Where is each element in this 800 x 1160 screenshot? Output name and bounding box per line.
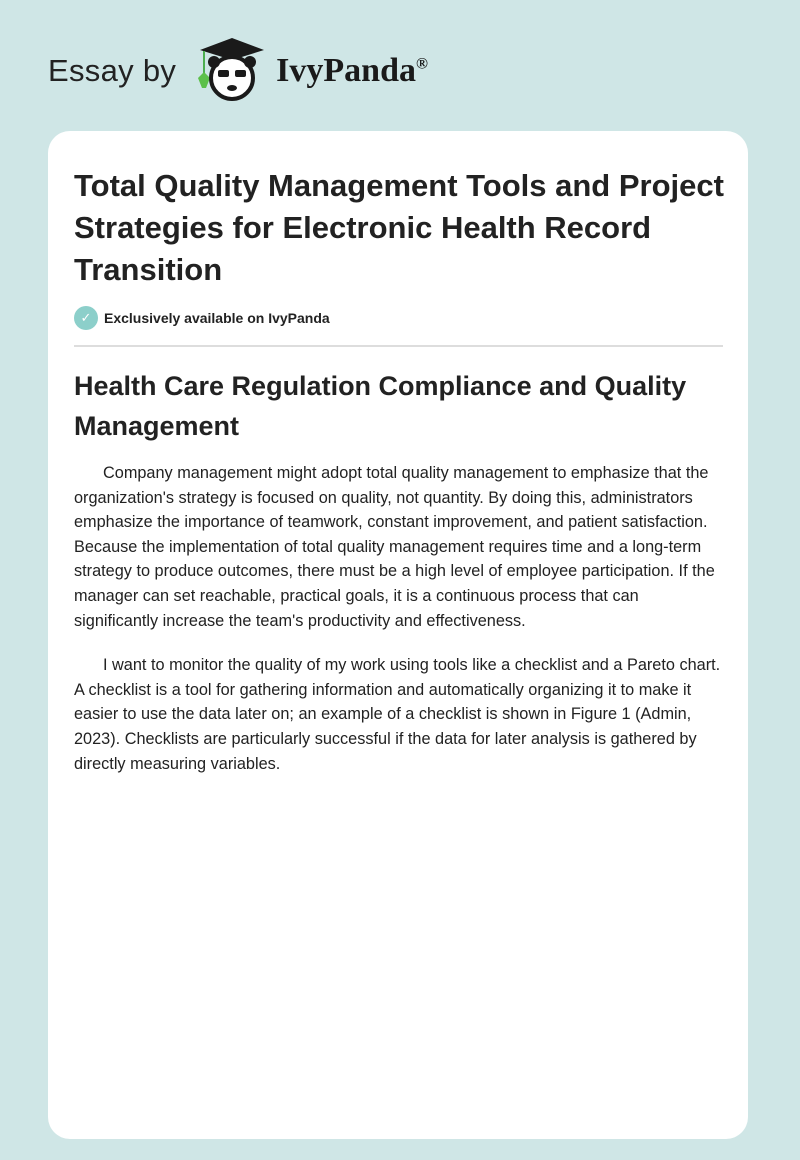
section-heading: Health Care Regulation Compliance and Quality Management [74, 371, 687, 441]
paragraph: Company management might adopt total quality management to emphasize that the organization's strategy is focused on quality, not quantity. By doing this, administrators emphasize the importance of teamwork, constant improvement, and patient satisfaction. Because the implementation of total quality management requires time and a long-term strategy to produce outcomes, there must be a high level of employee participation. If the manager can set reachable, practical goals, it is a continuous process that can significantly increase the team's productivity and effectiveness. [74, 464, 715, 630]
badge-text: Exclusively available on IvyPanda [104, 310, 330, 326]
essay-card [48, 131, 748, 1139]
paragraph: I want to monitor the quality of my work using tools like a checklist and a Pareto chart. A checklist is a tool for gathering information and automatically organizing it to make it easier to use the data later on; an example of a checklist is shown in Figure 1 (Admin, 2023). Checklists are particularly successful if the data for later analysis is gathered by directly measuring variables. [74, 656, 721, 773]
exclusive-badge [74, 306, 330, 330]
essay-by-label: Essay by [48, 53, 177, 88]
site-header [48, 38, 428, 104]
registered-mark: ® [416, 55, 428, 73]
brand-text: IvyPanda [276, 52, 416, 89]
essay-body [74, 461, 726, 796]
brand-name[interactable] [276, 52, 428, 90]
essay-title: Total Quality Management Tools and Project Strategies for Electronic Health Record Transition [74, 168, 724, 287]
panda-logo-icon[interactable] [194, 36, 268, 107]
check-icon: ✓ [74, 306, 98, 330]
divider [74, 345, 723, 347]
